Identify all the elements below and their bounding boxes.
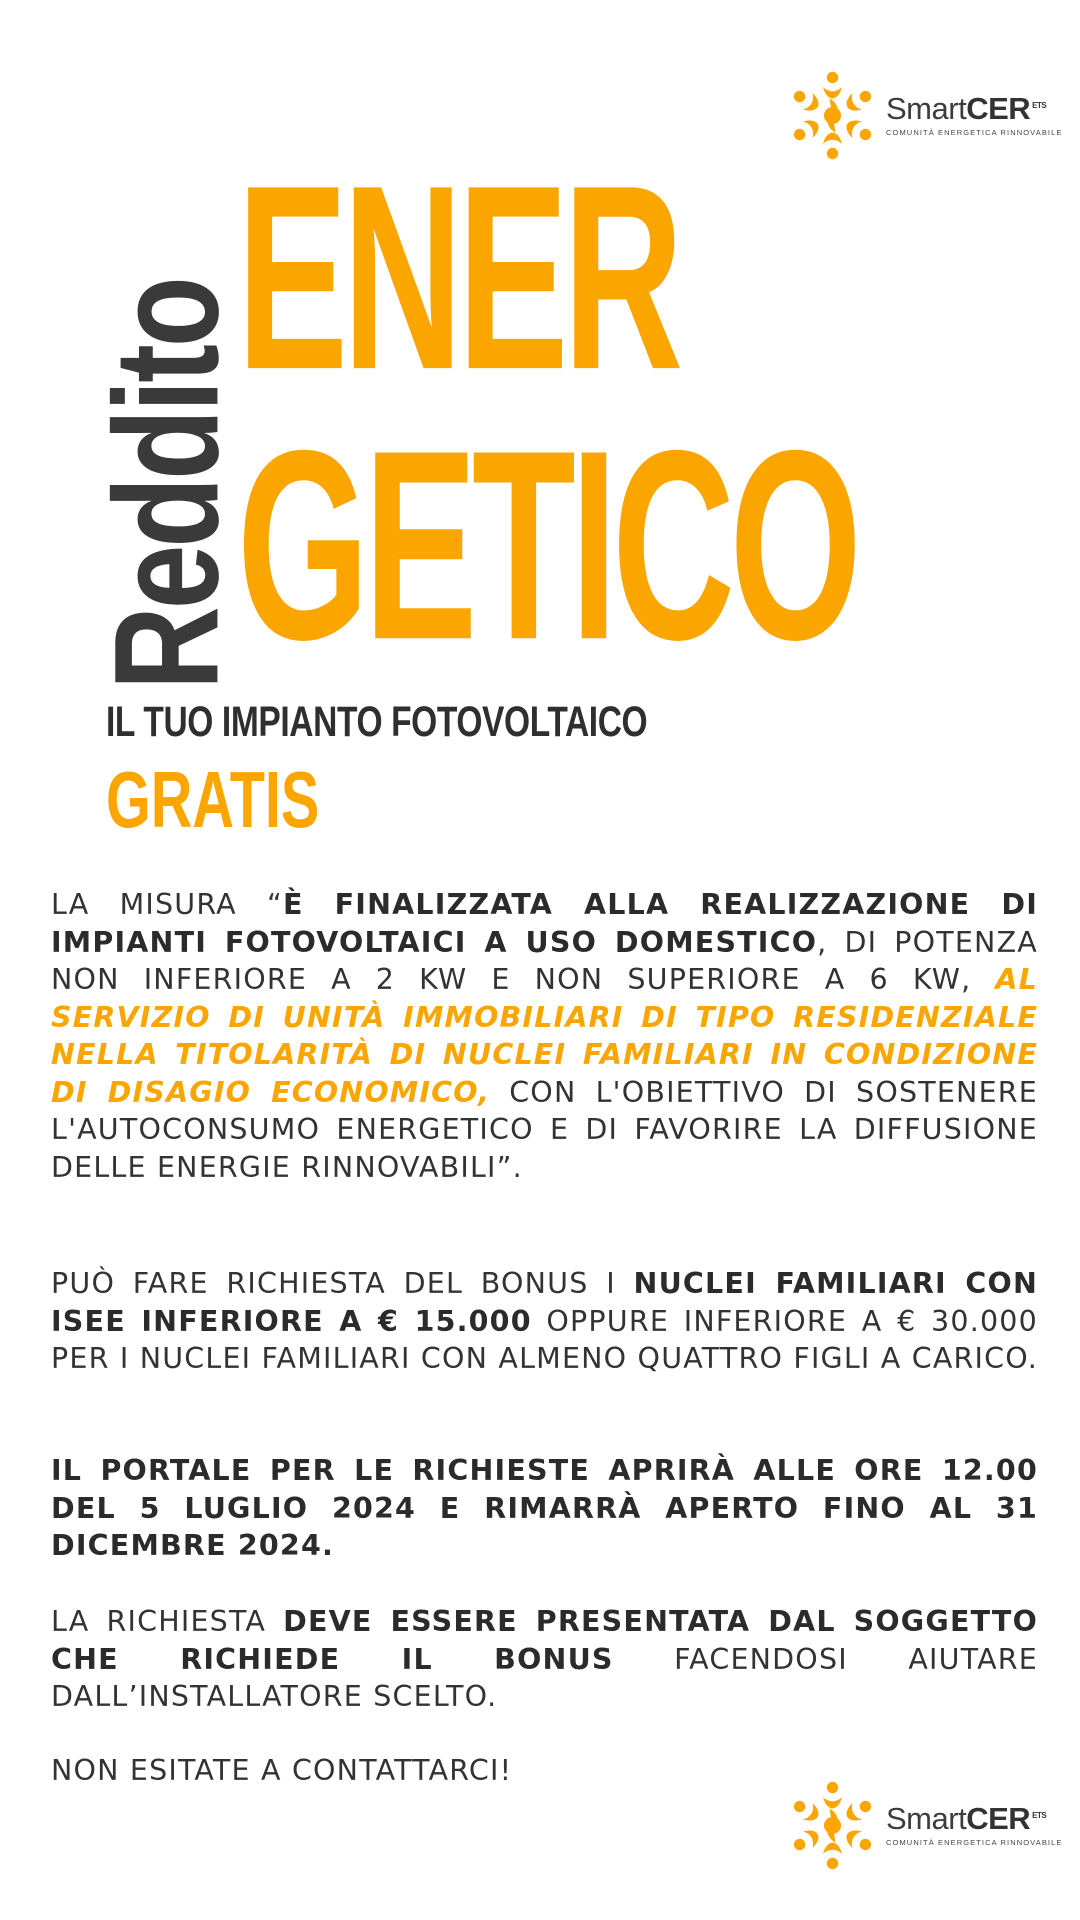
p4-intro: LA RICHIESTA <box>51 1605 284 1638</box>
p4-rest: FACENDOSI AIUTARE DALL’INSTALLATORE SCELTO. <box>51 1642 1038 1713</box>
p2-bold: NUCLEI FAMILIARI CON ISEE INFERIORE A € 15.000 <box>51 1267 1038 1338</box>
logo-tagline: COMUNITÀ ENERGETICA RINNOVABILE <box>886 128 1063 137</box>
logo-text <box>886 1803 1062 1847</box>
logo-ets-badge: ETS <box>1032 100 1047 110</box>
logo-smart: Smart <box>886 91 967 126</box>
community-sun-icon <box>785 1778 880 1873</box>
logo-wordmark <box>886 1803 1062 1834</box>
title-reddito: Reddito <box>83 279 250 690</box>
gratis-highlight: GRATIS <box>106 755 320 844</box>
p2-rest: OPPURE INFERIORE A € 30.000 PER I NUCLEI FAMILIARI CON ALMENO QUATTRO FIGLI A CARICO. <box>51 1304 1038 1375</box>
logo-ets-badge: ETS <box>1032 1810 1047 1820</box>
closing-contact: NON ESITATE A CONTATTARCI! <box>51 1754 513 1787</box>
logo-smart: Smart <box>886 1801 967 1836</box>
p1-objective: CON L'OBIETTIVO DI SOSTENERE L'AUTOCONSUMO ENERGETICO E DI FAVORIRE LA DIFFUSIONE DELLE ENERGIE RINNOVABILI”. <box>51 1075 1038 1184</box>
title-ener: ENER <box>237 132 678 425</box>
p1-power: , DI POTENZA NON INFERIORE A 2 KW E NON SUPERIORE A 6 KW, <box>51 925 1038 996</box>
logo-text <box>886 93 1062 137</box>
paragraph-portal-dates: IL PORTALE PER LE RICHIESTE APRIRÀ ALLE ORE 12.00 DEL 5 LUGLIO 2024 E RIMARRÀ APERTO FINO AL 31 DICEMBRE 2024. <box>51 1454 1038 1562</box>
p1-bold: È FINALIZZATA ALLA REALIZZAZIONE DI IMPIANTI FOTOVOLTAICI A USO DOMESTICO <box>51 888 1038 959</box>
subtitle: IL TUO IMPIANTO FOTOVOLTAICO <box>106 698 648 746</box>
smartcer-logo-bottom <box>785 1765 1063 1885</box>
logo-wordmark <box>886 93 1062 124</box>
smartcer-logo-top <box>785 55 1063 175</box>
title-getico: GETICO <box>237 395 857 697</box>
p2-intro: PUÒ FARE RICHIESTA DEL BONUS I <box>51 1267 634 1300</box>
p4-bold: DEVE ESSERE PRESENTATA DAL SOGGETTO CHE RICHIEDE IL BONUS <box>51 1605 1038 1676</box>
p1-intro: LA MISURA “ <box>51 888 283 921</box>
community-sun-icon <box>785 68 880 163</box>
p1-highlight: AL SERVIZIO DI UNITÀ IMMOBILIARI DI TIPO RESIDENZIALE NELLA TITOLARITÀ DI NUCLEI FAMILIARI IN CONDIZIONE DI DISAGIO ECONOMICO, <box>51 963 1038 1109</box>
logo-cer: CER <box>966 1801 1031 1836</box>
paragraph-eligibility <box>51 1265 1038 1378</box>
logo-cer: CER <box>966 91 1031 126</box>
paragraph-request <box>51 1603 1038 1716</box>
logo-tagline: COMUNITÀ ENERGETICA RINNOVABILE <box>886 1838 1063 1847</box>
paragraph-measure <box>51 886 1038 1186</box>
